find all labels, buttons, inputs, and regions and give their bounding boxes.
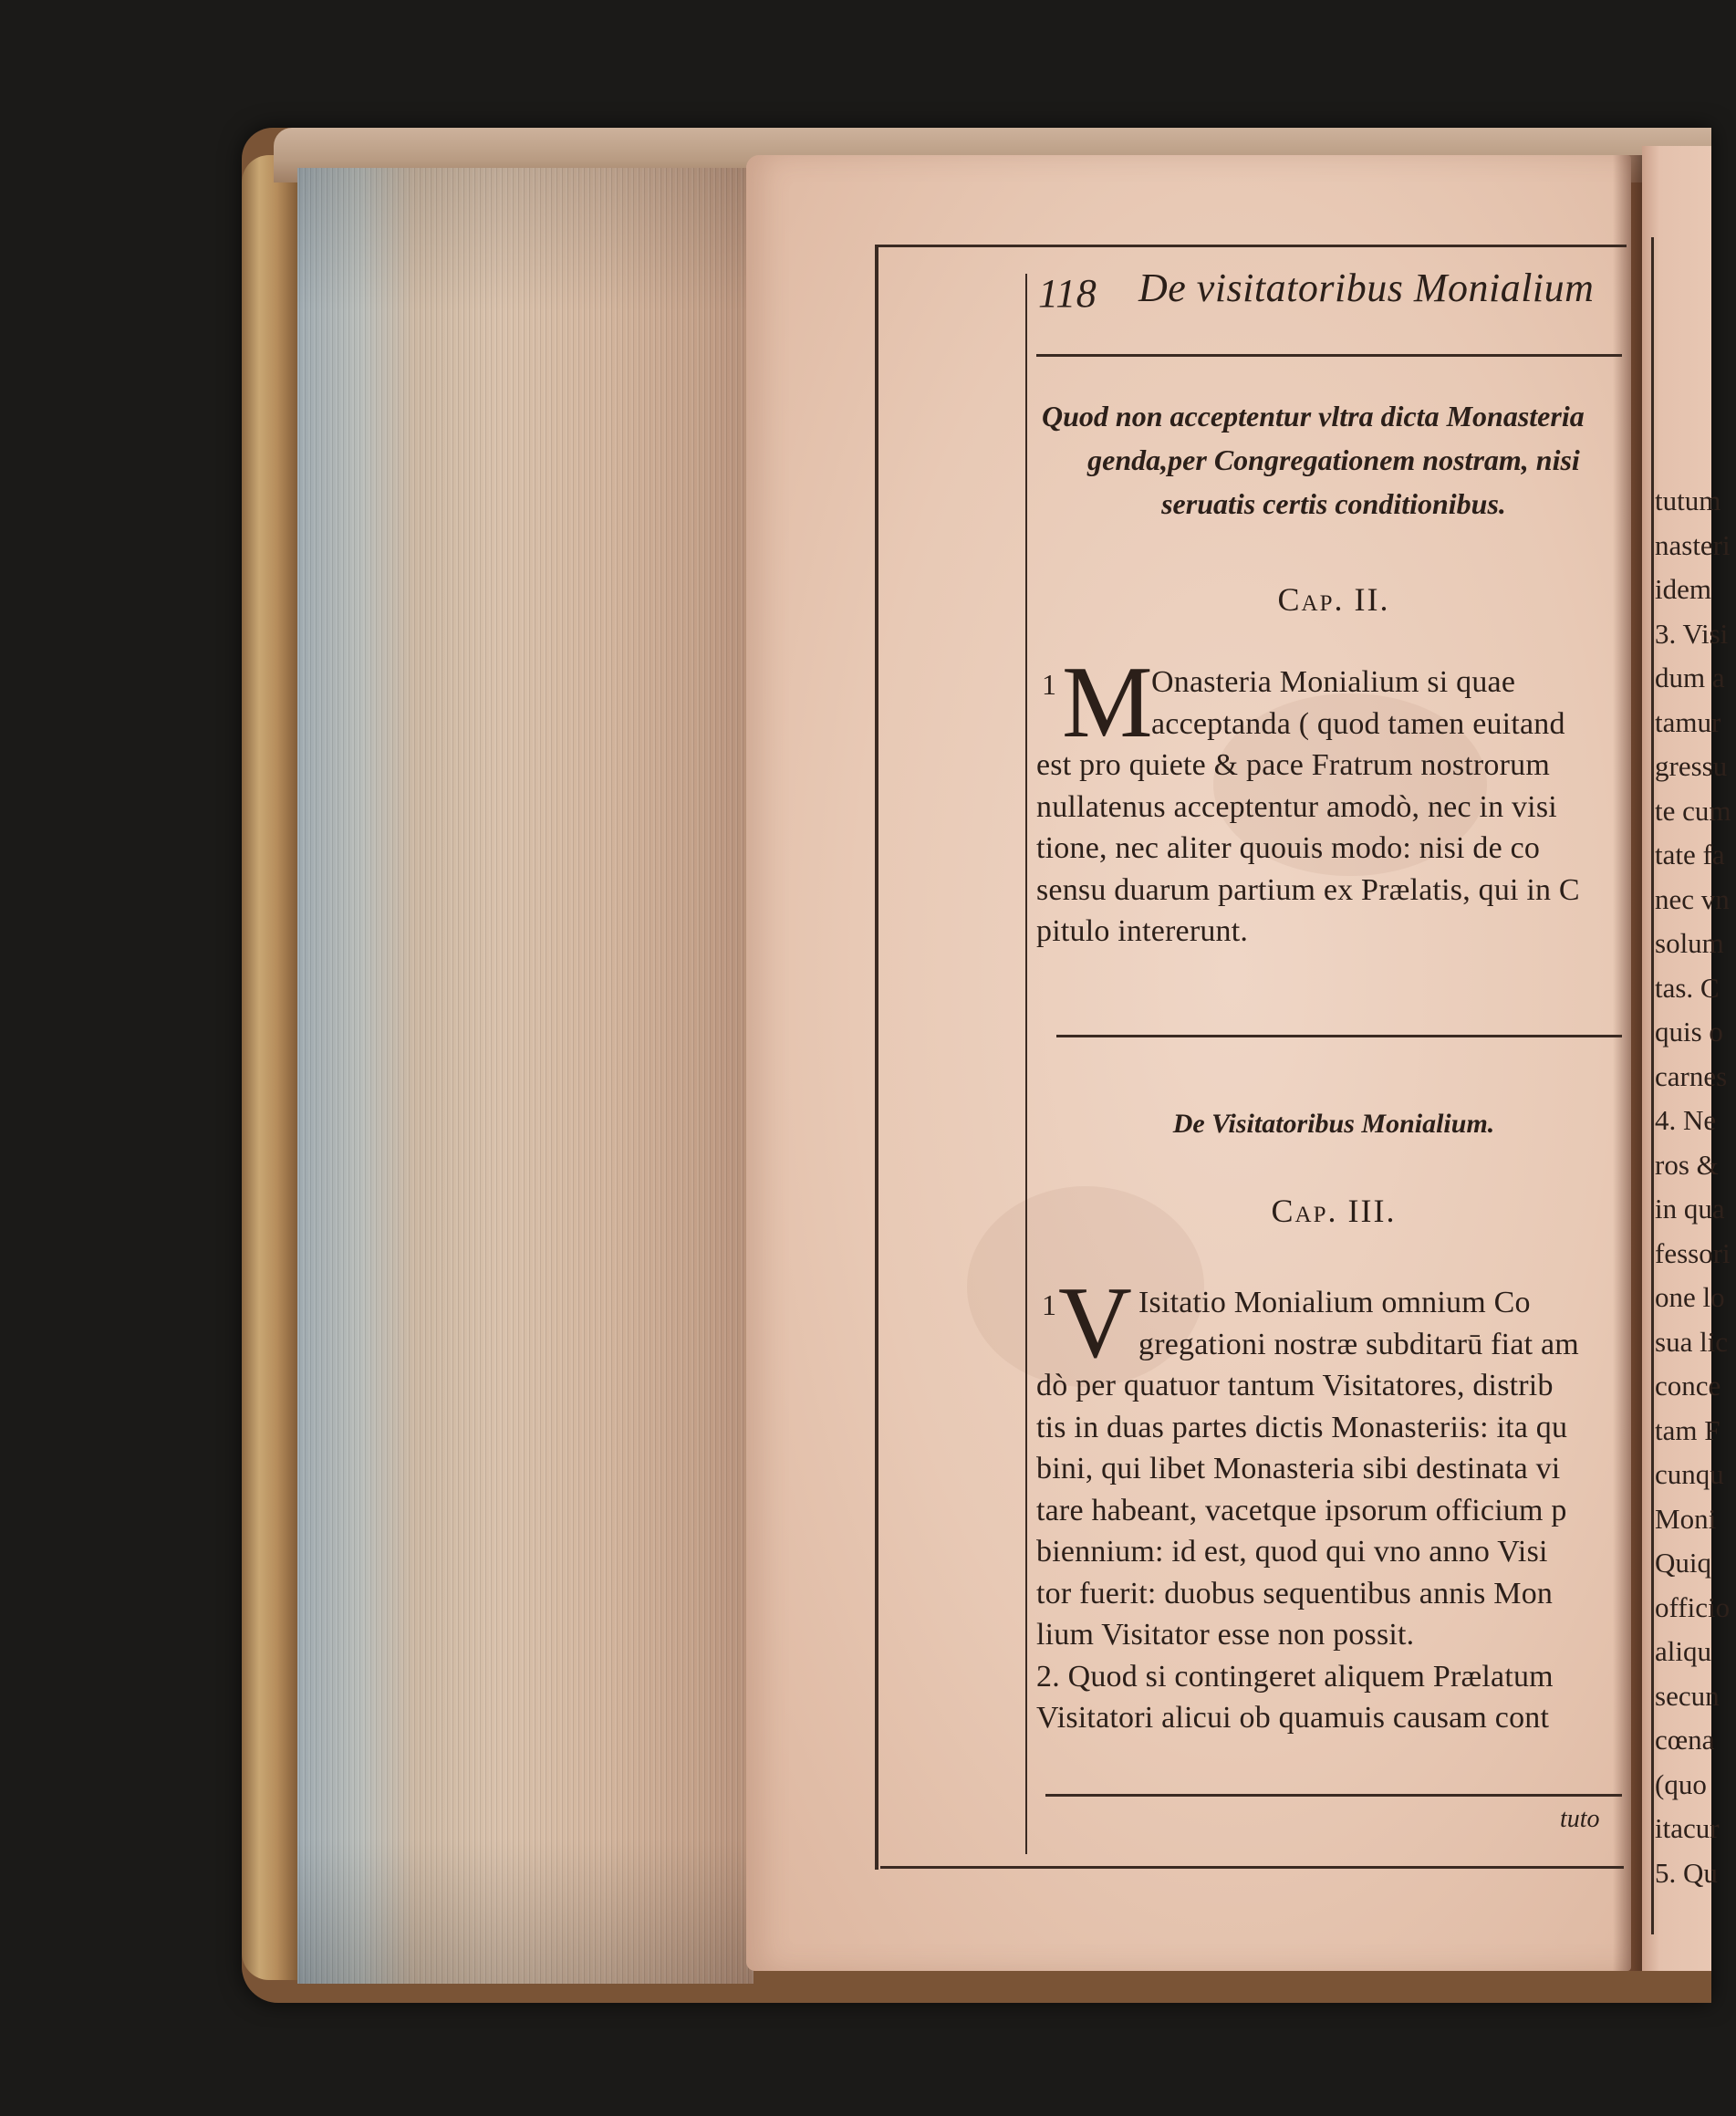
facing-text-line: dum a (1655, 662, 1725, 693)
facing-text-line: tate fa (1655, 839, 1725, 870)
drop-capital: V (1058, 1266, 1132, 1380)
running-head: De visitatoribus Monialium (1138, 266, 1595, 310)
text-line: est pro quiete & pace Fratrum nostrorum (1036, 748, 1550, 782)
facing-text-line: solum (1655, 927, 1724, 959)
facing-text-line: 5. Qu (1655, 1856, 1718, 1889)
text-line: acceptanda ( quod tamen euitand (1151, 706, 1565, 741)
facing-text-line: (quo (1655, 1767, 1707, 1800)
facing-text-line: tas. C (1655, 971, 1720, 1004)
facing-text-line: te cum (1655, 794, 1731, 827)
inner-margin-rule (1025, 274, 1027, 1854)
header-rule (1036, 354, 1622, 357)
facing-text-line: carnes (1655, 1059, 1728, 1092)
facing-text-line: officio (1655, 1590, 1731, 1623)
facing-text-line: tamur (1655, 705, 1721, 738)
paragraph-number: 1 (1042, 1288, 1057, 1321)
facing-text-line: one lo (1655, 1281, 1725, 1313)
text-line: gregationi nostræ subditarū fiat am (1138, 1327, 1579, 1361)
chapter-heading (1042, 580, 1626, 619)
section-title: De Visitatoribus Monialium. (1172, 1109, 1495, 1139)
facing-text-line: secun (1655, 1679, 1720, 1712)
text-line: Onasteria Monialium si quae (1151, 665, 1516, 699)
facing-page (1642, 146, 1731, 1971)
facing-text-line: Moni (1655, 1502, 1717, 1535)
facing-text-line: ros & (1655, 1148, 1719, 1181)
facing-text-line: tam F (1655, 1413, 1720, 1446)
catchword: tuto (1560, 1805, 1600, 1833)
facing-text-line: conce (1655, 1370, 1721, 1402)
chapter-heading-text: Cap. III. (1271, 1193, 1397, 1229)
text-line: tor fuerit: duobus sequentibus annis Mon (1036, 1576, 1554, 1610)
text-line: sensu duarum partium ex Prælatis, qui in C (1036, 872, 1580, 907)
facing-text-line: Quiq (1655, 1547, 1711, 1579)
chapter-title-line: Quod non acceptentur vltra dicta Monasteria (1042, 400, 1585, 433)
text-line: Visitatori alicui ob quamuis causam cont (1036, 1701, 1550, 1735)
facing-text-line: idem (1655, 573, 1711, 605)
footer-rule (1045, 1794, 1622, 1797)
facing-text-line: sua lic (1655, 1325, 1729, 1358)
drop-capital: M (1062, 646, 1153, 759)
facing-text-line: in qua (1655, 1193, 1725, 1225)
text-line: dò per quatuor tantum Visitatores, distrib (1036, 1369, 1554, 1402)
facing-text-line: itacur (1655, 1812, 1720, 1844)
text-line: tis in duas partes dictis Monasteriis: ita qu (1036, 1410, 1568, 1444)
text-line: nullatenus acceptentur amodò, nec in visi (1036, 789, 1557, 824)
page-number: 118 (1038, 271, 1097, 316)
text-line: biennium: id est, quod qui vno anno Visi (1036, 1535, 1548, 1569)
facing-text-line: tutum (1655, 485, 1721, 516)
facing-text-line: 3. Visi (1655, 617, 1729, 650)
paragraph-number: 1 (1042, 668, 1057, 701)
facing-text-line: aliqu (1655, 1635, 1711, 1667)
chapter-title-line: genda,per Congregationem nostram, nisi (1087, 443, 1580, 476)
text-line: lium Visitator esse non possit. (1036, 1618, 1415, 1652)
text-line: Isitatio Monialium omnium Co (1138, 1286, 1531, 1319)
page-block-shade (297, 168, 754, 1984)
facing-text-line: quis o (1655, 1016, 1723, 1048)
facing-text-line: gressu (1655, 750, 1728, 782)
chapter-heading (1042, 1192, 1626, 1230)
text-line: tione, nec aliter quouis modo: nisi de co (1036, 831, 1541, 865)
chapter-heading-text: Cap. II. (1277, 581, 1390, 618)
text-line: pitulo intererunt. (1036, 914, 1249, 948)
facing-text-line: cunqu (1655, 1458, 1724, 1490)
facing-text-line: fessori (1655, 1236, 1731, 1269)
text-line: tare habeant, vacetque ipsorum officium p (1036, 1493, 1567, 1527)
book-spine-cover (242, 155, 300, 1980)
facing-text-line: cœna (1655, 1724, 1715, 1756)
text-line: bini, qui libet Monasteria sibi destinata vi (1036, 1452, 1561, 1485)
section-rule (1056, 1035, 1622, 1037)
text-line: 2. Quod si contingeret aliquem Prælatum (1036, 1659, 1554, 1694)
facing-text-line: nasteri (1655, 528, 1731, 561)
print-frame-bottom (880, 1866, 1624, 1869)
facing-text-line: 4. Ne (1655, 1104, 1717, 1136)
chapter-title-line: seruatis certis conditionibus. (1161, 487, 1506, 520)
facing-text-line: nec vn (1655, 882, 1730, 915)
